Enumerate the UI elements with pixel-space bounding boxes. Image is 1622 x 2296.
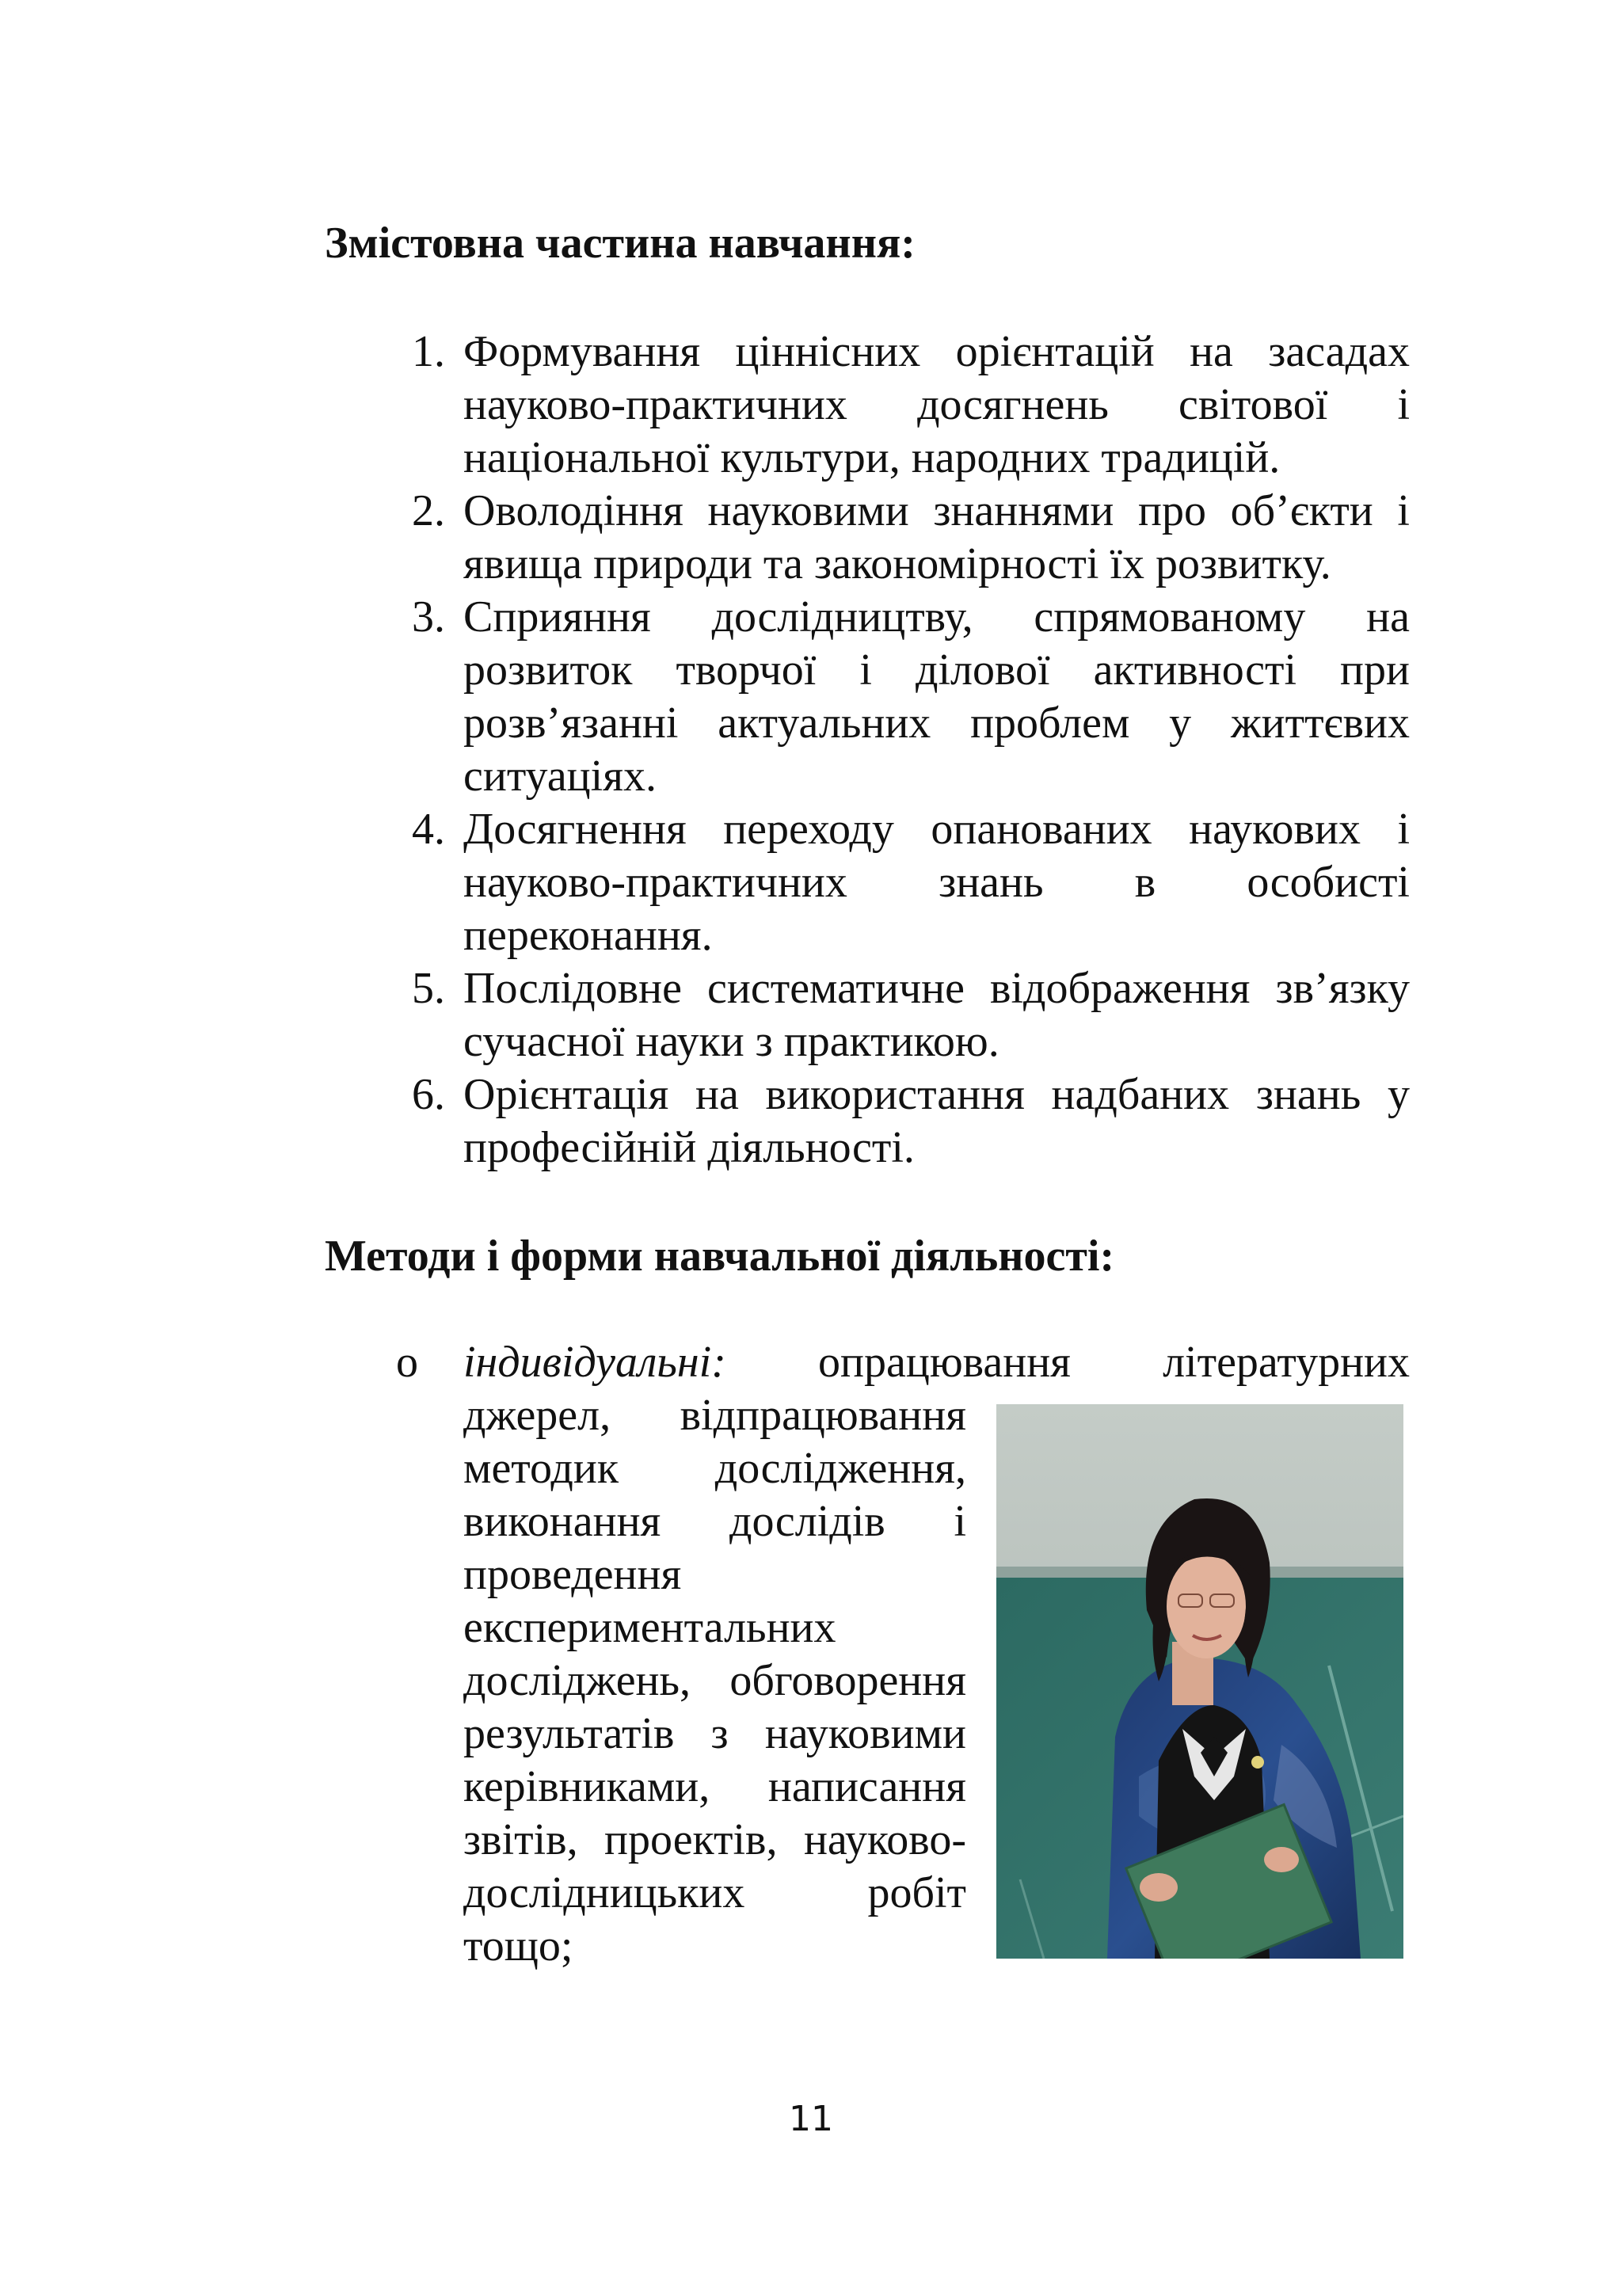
list-item-text: Формування ціннісних орієнтацій на засадах науково-практичних досягнень світової і національної культури, народних традицій. bbox=[463, 327, 1410, 482]
list-item bbox=[388, 962, 1410, 1068]
photo-of-woman-icon bbox=[996, 1404, 1403, 1959]
page-number: 11 bbox=[789, 2099, 833, 2139]
list-item bbox=[388, 485, 1410, 591]
bullet-lead-text: опрацювання літературних bbox=[818, 1338, 1411, 1387]
list-number: 6. bbox=[412, 1070, 445, 1119]
list-item-text: Послідовне систематичне відображення зв’язку сучасної науки з практикою. bbox=[463, 964, 1410, 1066]
list-number: 2. bbox=[412, 486, 445, 535]
list-number: 4. bbox=[412, 805, 445, 854]
list-item-text: Оволодіння науковими знаннями про об’єкти і явища природи та закономірності їх розвитку. bbox=[463, 486, 1410, 588]
list-item bbox=[388, 591, 1410, 803]
list-number: 3. bbox=[412, 592, 445, 642]
bullet-marker: o bbox=[396, 1338, 418, 1387]
list-item bbox=[388, 803, 1410, 962]
list-item-text: Сприяння дослідництву, спрямованому на розвиток творчої і ділової активності при розв’язанні актуальних проблем у життєвих ситуаціях. bbox=[463, 592, 1410, 801]
bullet-continuation-text: джерел, відпрацювання методик дослідження, виконання дослідів і проведення експериментальних досліджень, обговорення результатів з науковими керівниками, написання звітів, проектів, науково-дослідницьких робіт тощо; bbox=[463, 1391, 966, 1970]
list-number: 1. bbox=[412, 327, 445, 376]
photo-woman-holding-folder bbox=[996, 1404, 1403, 1959]
list-item-text: Досягнення переходу опанованих наукових і науково-практичних знань в особисті переконання. bbox=[463, 805, 1410, 960]
bullet-label: індивідуальні: bbox=[463, 1338, 726, 1387]
list-item bbox=[388, 1068, 1410, 1175]
section-heading-content: Змістовна частина навчання: bbox=[325, 219, 916, 268]
list-item-text: Орієнтація на використання надбаних знань у професійній діяльності. bbox=[463, 1070, 1410, 1172]
section-heading-methods: Методи і форми навчальної діяльності: bbox=[325, 1232, 1115, 1281]
content-list bbox=[388, 326, 1410, 1175]
bullet-first-line bbox=[463, 1336, 1410, 1389]
list-number: 5. bbox=[412, 964, 445, 1013]
list-item bbox=[388, 326, 1410, 485]
